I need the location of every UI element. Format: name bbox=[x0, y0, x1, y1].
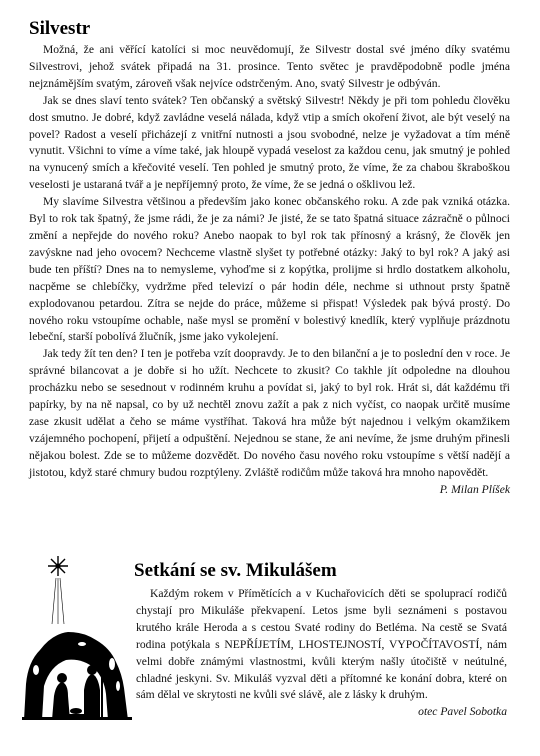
signature: otec Pavel Sobotka bbox=[418, 705, 507, 719]
signature: P. Milan Plíšek bbox=[439, 482, 510, 496]
article-title-mikulas: Setkání se sv. Mikulášem bbox=[134, 560, 337, 581]
paragraph: Možná, že ani věřící katolíci si moc neuvědomují, že Silvestr dostal své jméno díky svatému Silvestrovi, jehož svátek připadá na 31. prosince. Tento světec je pravděpodobně podle jména nejznámějším svatým, zároveň však nejvíce odstrčeným. Ano, svatý Silvestr je odbýván. bbox=[29, 43, 510, 90]
paragraph: My slavíme Silvestra většinou a především jako konec občanského roku. A zde pak vzniká otázka. Byl to rok tak špatný, že jsme rádi, že je za námi? Je jisté, že se tato špatná situace zázračně o půlnoci změní a nepřejde do nového roku? Anebo naopak to byl rok tak přínosný a krásný, že člověk jen zavýskne nad jeho ovocem? Nechceme vlastně slyšet ty potřebné otázky: Jaký to byl rok? A jaký asi bude ten příští? Dnes na to nemysleme, vyhoďme si z kopýtka, prolijme si hrdlo dostatkem alkoholu, nacpěme se chlebíčky, vydržme před televizí o pár hodin déle, nechme si uthnout prsty špatně explodovanou petardou. Zítra se nejde do práce, můžeme si přispat! Výsledek pak bývá prostý. Do nového roku vstoupíme ochable, naše mysl se promění v bolestivý knedlík, který vyplňuje prázdnotu lebeční, starší pobolívá žlučník, jsme jako vykolejení. bbox=[29, 195, 510, 344]
article-title-silvestr: Silvestr bbox=[29, 18, 91, 39]
paragraph: Jak tedy žít ten den? I ten je potřeba vzít doopravdy. Je to den bilanční a je to poslední den v roce. Je správné bilancovat a je dobře si ho užít. Nechcete to zkusit? Co takhle jít odpoledne na dlouhou procházku nebo se sesednout v rodinném kruhu a povídat si, jaký to byl rok. Hrát si, dát každému tři papírky, by na ně napsal, co by už nechtěl znovu zažít a pak z nich vyčíst, co naopak určitě musíme zase zkusit udělat a čeho se máme vystříhat. Taková hra může být najednou i velkým okamžikem vzájemného pochopení, přijetí a odpuštění. Nejednou se stane, že ani nevíme, že jsme druhým přinesli nějakou bolest. Zde se to můžeme dozvědět. Do nového času nového roku vstoupíme s větší nadějí a jistotou, když staré chmury budou rozptýleny. Zvláště rodičům může taková hra mnoho napovědět. bbox=[29, 347, 510, 479]
paragraph: Každým rokem v Přímětících a v Kuchařovicích děti se spoluprací rodičů chystají pro Mikuláše překvapení. Letos jsme byli seznámeni s postavou krutého krále Heroda a s cestou Svaté rodiny do Betléma. Na cestě se Svatá rodina potýkala s NEPŘÍJETÍM, LHOSTEJNOSTÍ, VYPOČÍTAVOSTÍ, nám velmi dobře známými vlastnostmi, kvůli kterým našly útočiště v neútulné, chladné jeskyni. Sv. Mikuláš vyzval děti a přítomné ke konání dobra, které on sám dělal ve skrytosti ne kvůli své slávě, ale z lásky k druhým. bbox=[136, 587, 507, 702]
paragraph: Jak se dnes slaví tento svátek? Ten občanský a světský Silvestr! Někdy je při tom pohledu člověku dost smutno. Je dobré, když zavládne veselá nálada, když vtip a smích okoření život, ale být veselý na povel? Radost a veselí přicházejí z vnitřní nutnosti a jsou svobodné, nelze je vyžadovat a tím méně vynutit. Všichni to víme a víme také, jak hloupě vypadá veselost za každou cenu, jak smutný je pohled na vynucený smích a křečovité veselí. Ten pohled je smutný proto, že víme, že za chabou škraboškou veselosti je ustaraná tvář a je nepříjemný proto, že víme, že se jedná o ošklivou lež. bbox=[29, 93, 510, 192]
nativity-cave-icon bbox=[22, 554, 132, 720]
article-body-mikulas bbox=[136, 586, 507, 721]
article-body-silvestr bbox=[29, 42, 510, 498]
